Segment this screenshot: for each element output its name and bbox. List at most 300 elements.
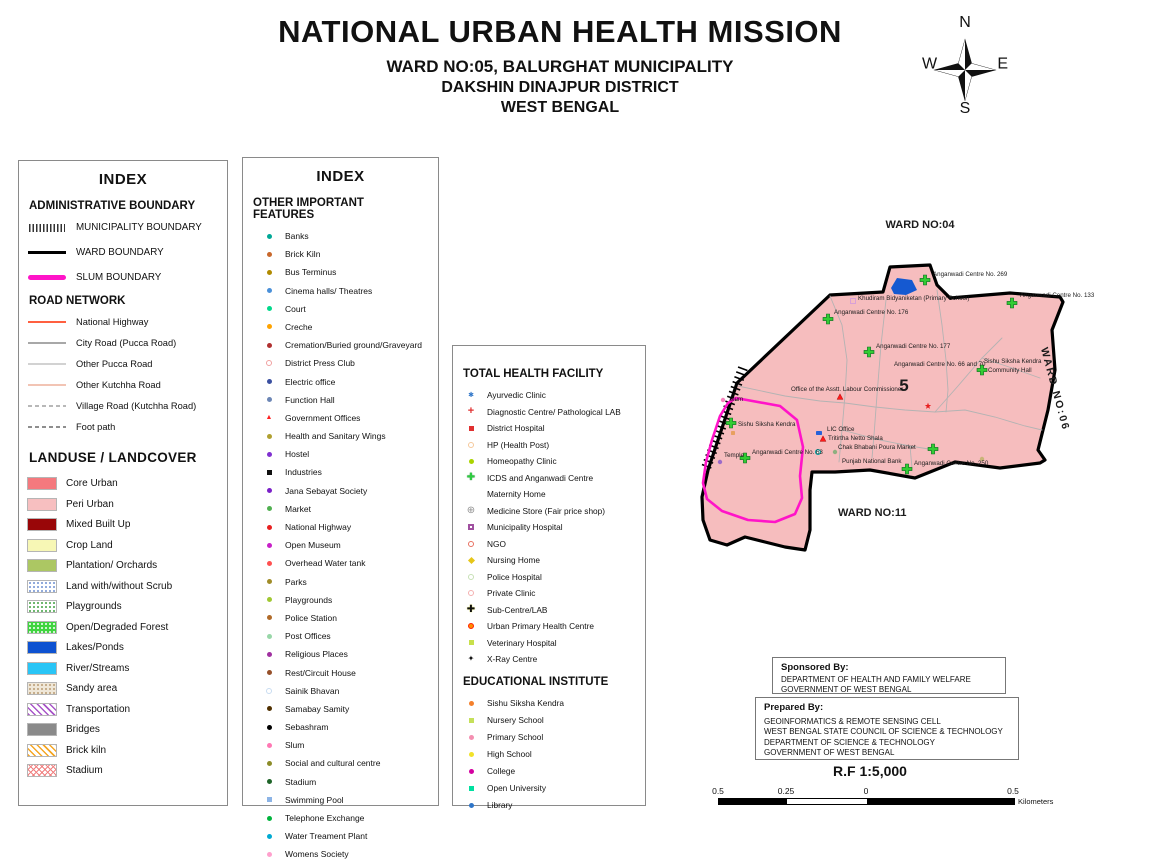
legend-item-label: Water Treament Plant (285, 831, 368, 842)
legend-item (251, 231, 430, 241)
legend-panel-health (452, 345, 646, 810)
diamond-icon (465, 556, 477, 565)
sponsored-by-box (772, 657, 1006, 694)
legend-item-label: Maternity Home (487, 489, 546, 499)
legend-item-label: Crop Land (66, 539, 113, 551)
legend-item (461, 732, 637, 742)
dot-icon (263, 650, 275, 659)
square-dot-icon (465, 523, 477, 532)
compass-rose (922, 14, 1008, 118)
legend-item (251, 613, 430, 623)
legend-item (27, 380, 219, 390)
dot-icon (263, 268, 275, 277)
map-label: Anganwadi Centre No. 63 (752, 449, 823, 456)
dot-icon (263, 577, 275, 586)
ring-icon (465, 440, 477, 449)
legend-item (251, 431, 430, 441)
legend-item (27, 682, 219, 695)
legend-item (461, 473, 637, 483)
legend-item-label: Creche (285, 321, 313, 332)
legend-item-label: NGO (487, 538, 506, 549)
scale-segment (787, 799, 867, 804)
legend-item-label: Brick kiln (66, 744, 107, 756)
dot-marker-icon (833, 450, 837, 454)
legend-item-label: Samabay Samity (285, 703, 350, 714)
representative-fraction: R.F 1:5,000 (833, 763, 907, 779)
dot-icon (465, 733, 477, 742)
legend-item-label: Slum (285, 740, 305, 751)
dot-icon (263, 504, 275, 513)
legend-item-label: Playgrounds (285, 594, 333, 605)
landcover-swatch (27, 498, 57, 511)
legend-item (461, 638, 637, 648)
legend-item-label: MUNICIPALITY BOUNDARY (76, 222, 202, 233)
dot-icon (263, 777, 275, 786)
dot-marker-icon (718, 460, 722, 464)
map-label: Temple (724, 452, 744, 459)
map-label: Anganwadi Centre No. 176 (834, 309, 909, 316)
legend-item (251, 668, 430, 678)
legend-item (251, 467, 430, 477)
legend-item-label: City Road (Pucca Road) (76, 338, 177, 348)
municipality-boundary-swatch (27, 224, 67, 232)
legend-item (27, 477, 219, 490)
legend-item-label: Jana Sebayat Society (285, 485, 368, 496)
legend-item (251, 558, 430, 568)
legend-item (251, 522, 430, 532)
section-title: TOTAL HEALTH FACILITY (463, 368, 604, 380)
legend-item-label: HP (Health Post) (487, 439, 550, 450)
legend-item-label: Core Urban (66, 478, 118, 489)
map-label: Punjab National Bank (842, 458, 902, 465)
map-label: Slum (729, 396, 744, 403)
landcover-swatch (27, 723, 57, 736)
legend-item-label: Land with/without Scrub (66, 580, 173, 592)
legend-item-label: District Hospital (487, 423, 545, 433)
legend-item-label: Electric office (285, 376, 336, 387)
legend-item (461, 621, 637, 631)
scale-segment (719, 799, 787, 804)
dot-icon (263, 704, 275, 713)
landcover-swatch (27, 477, 57, 490)
symbol-glyph: ✱ (468, 391, 474, 399)
dot-icon (263, 723, 275, 732)
legend-item-label: Urban Primary Health Centre (487, 621, 594, 631)
legend-item (461, 800, 637, 810)
landcover-swatch (27, 703, 57, 716)
legend-item (461, 766, 637, 776)
legend-item (27, 359, 219, 369)
legend-item (27, 600, 219, 613)
legend-rows (27, 477, 219, 777)
ring-icon (263, 359, 275, 368)
compass-north-label: N (959, 14, 971, 31)
legend-item (27, 317, 219, 327)
symbol-glyph: ▲ (265, 414, 273, 422)
legend-item (251, 377, 430, 387)
legend-item (251, 340, 430, 350)
landcover-swatch (27, 641, 57, 654)
legend-item (251, 540, 430, 550)
square-marker-icon (731, 431, 735, 435)
map-label: LIC Office (827, 426, 855, 433)
credit-line: WEST BENGAL STATE COUNCIL OF SCIENCE & TECHNOLOGY (764, 727, 1003, 737)
legend-item (251, 704, 430, 714)
legend-rows (27, 222, 219, 283)
legend-item-label: Police Station (285, 612, 337, 623)
legend-item-label: Plantation/ Orchards (66, 560, 158, 571)
scale-tick-label: 0.5 (1007, 786, 1019, 796)
no-symbol (465, 490, 477, 499)
legend-item (27, 272, 219, 283)
legend-item-label: Peri Urban (66, 498, 114, 510)
dot-icon (263, 668, 275, 677)
legend-item-label: Diagnostic Centre/ Pathological LAB (487, 406, 621, 417)
line-swatch (27, 384, 67, 385)
legend-item (27, 744, 219, 757)
legend-item (251, 577, 430, 587)
dot-icon (263, 377, 275, 386)
legend-item (251, 813, 430, 823)
legend-item-label: Nursery School (487, 715, 544, 725)
legend-item-label: College (487, 766, 516, 776)
legend-symbol (465, 655, 477, 664)
map-label: Sishu Siksha Kendra (984, 358, 1042, 365)
legend-item (27, 338, 219, 348)
scale-bar (712, 786, 1096, 812)
legend-item (27, 580, 219, 593)
legend-panel-index (18, 160, 228, 806)
legend-item (251, 449, 430, 459)
legend-item (27, 422, 219, 432)
square-icon (465, 424, 477, 433)
legend-item (461, 390, 637, 400)
legend-item-label: Open Museum (285, 540, 341, 551)
landcover-swatch (27, 539, 57, 552)
legend-item (461, 555, 637, 565)
legend-item-label: Sebashram (285, 722, 329, 733)
legend-item-label: Ayurvedic Clinic (487, 390, 546, 400)
legend-item-label: Police Hospital (487, 571, 542, 582)
legend-item-label: National Highway (285, 522, 352, 532)
dot-icon (263, 450, 275, 459)
legend-item (461, 423, 637, 433)
ring-icon (465, 589, 477, 598)
legend-item (461, 715, 637, 725)
legend-item (27, 401, 219, 411)
map-label: Sishu Siksha Kendra (738, 421, 796, 428)
plus-icon: ✚ (466, 471, 476, 483)
legend-item (461, 605, 637, 615)
legend-item-label: Overhead Water tank (285, 558, 366, 569)
dot-icon (465, 767, 477, 776)
legend-item (251, 849, 430, 859)
ring-dot-icon (465, 622, 477, 631)
legend-item-label: Private Clinic (487, 588, 536, 598)
dot-icon (263, 341, 275, 350)
square-icon (465, 784, 477, 793)
map-label: Khudiram Bidyaniketan (Primary School) (858, 295, 970, 302)
dot-icon (465, 457, 477, 466)
legend-item-label: Open University (487, 783, 547, 793)
credit-line: DEPARTMENT OF SCIENCE & TECHNOLOGY (764, 737, 935, 747)
dot-icon (263, 232, 275, 241)
dot-icon (263, 432, 275, 441)
legend-item-label: Telephone Exchange (285, 813, 365, 823)
dot-icon (263, 304, 275, 313)
section-title-features: OTHER IMPORTANT FEATURES (253, 197, 364, 221)
section-title: ADMINISTRATIVE BOUNDARY (29, 200, 196, 212)
legend-item (251, 758, 430, 768)
line-swatch (27, 342, 67, 343)
legend-item-label: Court (285, 303, 306, 314)
legend-item (251, 395, 430, 405)
dot-icon (263, 759, 275, 768)
landcover-swatch (27, 764, 57, 777)
legend-item (461, 506, 637, 516)
legend-item-label: Homeopathy Clinic (487, 456, 557, 466)
legend-symbol (263, 413, 275, 422)
subtitle-ward: WARD NO:05, BALURGHAT MUNICIPALITY (386, 57, 734, 76)
map-label: WARD NO:06 (1037, 346, 1072, 433)
legend-item (251, 740, 430, 750)
legend-item-label: Veterinary Hospital (487, 637, 557, 648)
legend-item-label: Stadium (66, 765, 103, 776)
legend-item (27, 641, 219, 654)
legend-item (251, 267, 430, 277)
legend-item-label: WARD BOUNDARY (76, 247, 164, 258)
sponsored-by-title: Sponsored By: (781, 662, 849, 673)
legend-item (27, 518, 219, 531)
legend-item-label: Library (487, 800, 513, 810)
legend-item (251, 286, 430, 296)
legend-item-label: Industries (285, 467, 322, 478)
map-label: Tritirtha Netto Shala (828, 435, 883, 442)
ring-icon (263, 686, 275, 695)
map-label: Community Hall (988, 367, 1032, 374)
legend-symbol (465, 605, 477, 614)
legend-item (251, 649, 430, 659)
legend-item (251, 795, 430, 805)
legend-item (251, 413, 430, 423)
legend-item (251, 486, 430, 496)
landcover-swatch (27, 744, 57, 757)
scale-unit-label: Kilometers (1018, 797, 1054, 806)
scale-segment (867, 799, 1014, 804)
landcover-swatch (27, 621, 57, 634)
subtitle-state: WEST BENGAL (500, 99, 620, 116)
dot-icon (465, 699, 477, 708)
map-label: Anganwadi Centre No. 269 (933, 271, 1008, 278)
legend-item-label: High School (487, 749, 532, 759)
legend-item-label: Womens Society (285, 849, 349, 859)
legend-heading: INDEX (98, 171, 148, 188)
legend-item (461, 489, 637, 499)
scale-tick-label: 0 (863, 786, 869, 796)
dot-marker-icon (721, 398, 725, 402)
landcover-swatch (27, 559, 57, 572)
credit-line: GEOINFORMATICS & REMOTE SENSING CELL (764, 717, 941, 726)
legend-item (27, 498, 219, 511)
compass-west-label: W (922, 55, 938, 73)
plus-icon: ✚ (466, 603, 476, 615)
credit-line: DEPARTMENT OF HEALTH AND FAMILY WELFARE (781, 675, 971, 684)
legend-item (461, 654, 637, 664)
legend-item-label: Religious Places (285, 649, 348, 660)
subtitle-district: DAKSHIN DINAJPUR DISTRICT (441, 79, 679, 96)
map-label: Chak Bhabani Poura Market (838, 444, 916, 451)
legend-item-label: Other Kutchha Road (76, 380, 161, 390)
legend-item (461, 440, 637, 450)
legend-item (27, 621, 219, 634)
legend-item (27, 723, 219, 736)
landcover-swatch (27, 580, 57, 593)
dot-icon (263, 250, 275, 259)
dot-icon (263, 814, 275, 823)
legend-item (251, 249, 430, 259)
legend-item (251, 777, 430, 787)
legend-item-label: Sub-Centre/LAB (487, 604, 548, 615)
legend-item (27, 662, 219, 675)
legend-item (27, 703, 219, 716)
map-label: 5 (899, 376, 909, 395)
section-title: EDUCATIONAL INSTITUTE (463, 676, 609, 688)
ring-icon (465, 572, 477, 581)
legend-item-label: Village Road (Kutchha Road) (76, 401, 197, 411)
dot-icon (263, 486, 275, 495)
line-swatch (27, 363, 67, 364)
scale-tick-label: 0.25 (777, 786, 795, 796)
legend-item-label: ICDS and Anganwadi Centre (487, 472, 594, 483)
compass-east-label: E (997, 55, 1008, 73)
legend-item-label: Open/Degraded Forest (66, 621, 169, 633)
legend-item-label: Government Offices (285, 412, 361, 423)
legend-item (461, 522, 637, 532)
legend-item-label: Transportation (66, 703, 131, 715)
legend-panel-features (242, 157, 439, 859)
legend-item (27, 222, 219, 233)
dot-icon (263, 541, 275, 550)
map-label: Anganwadi Centre No. 250 (914, 460, 989, 467)
legend-item (251, 631, 430, 641)
legend-item-label: Medicine Store (Fair price shop) (487, 505, 606, 516)
legend-item (461, 698, 637, 708)
legend-item-label: Stadium (285, 776, 317, 787)
legend-item (461, 588, 637, 598)
legend-item (461, 539, 637, 549)
legend-item-label: Social and cultural centre (285, 758, 381, 769)
legend-item-label: Other Pucca Road (76, 359, 153, 369)
legend-item (461, 749, 637, 759)
legend-item-label: Cremation/Buried ground/Graveyard (285, 340, 423, 351)
map-canvas (690, 200, 1150, 612)
prepared-by-title: Prepared By: (764, 702, 824, 713)
dot-icon (263, 850, 275, 859)
legend-item (461, 783, 637, 793)
legend-item-label: Lakes/Ponds (66, 642, 124, 653)
legend-item (251, 504, 430, 514)
legend-item-label: River/Streams (66, 662, 130, 674)
legend-symbol (465, 391, 477, 400)
legend-item (251, 831, 430, 841)
legend-item (461, 456, 637, 466)
dot-icon (263, 286, 275, 295)
symbol-glyph: + (467, 405, 475, 417)
map-label: WARD NO:04 (885, 219, 955, 231)
legend-item-label: Primary School (487, 732, 544, 742)
legend-item-label: Function Hall (285, 394, 335, 405)
legend-symbol (465, 407, 477, 416)
legend-item-label: Rest/Circuit House (285, 667, 356, 678)
legend-item-label: Bridges (66, 724, 100, 735)
legend-item-label: Sishu Siksha Kendra (487, 698, 565, 708)
legend-item-label: Brick Kiln (285, 249, 321, 260)
square-icon (263, 795, 275, 804)
legend-item (251, 722, 430, 732)
legend-item-label: Parks (285, 576, 307, 587)
legend-item-label: Sandy area (66, 683, 118, 694)
credit-line: GOVERNMENT OF WEST BENGAL (764, 748, 895, 758)
legend-item-label: Bus Terminus (285, 267, 337, 278)
dot-icon (465, 750, 477, 759)
line-swatch (27, 405, 67, 406)
landcover-swatch (27, 682, 57, 695)
title-block (250, 14, 870, 117)
dot-icon (263, 523, 275, 532)
legend-item-label: Nursing Home (487, 555, 541, 565)
map-label: WARD NO:11 (838, 507, 907, 519)
legend-heading: INDEX (316, 168, 365, 185)
legend-item-label: Sainik Bhavan (285, 685, 340, 696)
section-title: ROAD NETWORK (29, 295, 126, 307)
line-swatch (27, 275, 67, 280)
legend-item-label: Municipality Hospital (487, 522, 563, 532)
page-title: NATIONAL URBAN HEALTH MISSION (278, 14, 842, 49)
legend-item (251, 595, 430, 605)
dot-icon (263, 395, 275, 404)
map-label: Anganwadi Centre No. 133 (1020, 292, 1095, 299)
legend-item-label: Foot path (76, 422, 116, 432)
section-title: LANDUSE / LANDCOVER (29, 450, 197, 465)
credit-line: GOVERNMENT OF WEST BENGAL (781, 685, 912, 695)
dot-icon (263, 832, 275, 841)
square-icon (263, 468, 275, 477)
legend-item (27, 764, 219, 777)
legend-item (27, 559, 219, 572)
prepared-by-box (755, 697, 1019, 760)
scale-tick-label: 0.5 (712, 786, 724, 796)
map-label: Office of the Asstt. Labour Commissioner (791, 386, 904, 393)
square-icon (465, 638, 477, 647)
legend-item-label: District Press Club (285, 358, 355, 369)
line-swatch (27, 251, 67, 254)
legend-symbol (465, 473, 477, 482)
compass-south-label: S (959, 100, 971, 117)
legend-item (27, 539, 219, 552)
symbol-glyph: ⊕ (466, 504, 476, 516)
legend-item-label: Post Offices (285, 631, 331, 642)
legend-item-label: Health and Sanitary Wings (285, 431, 386, 442)
legend-rows (461, 390, 637, 664)
legend-item-label: Playgrounds (66, 601, 122, 612)
legend-item-label: Hostel (285, 449, 310, 460)
legend-item (461, 572, 637, 582)
legend-item (251, 304, 430, 314)
dot-icon (263, 613, 275, 622)
legend-item-label: SLUM BOUNDARY (76, 272, 162, 283)
dot-icon (263, 595, 275, 604)
square-marker-icon (816, 431, 822, 435)
